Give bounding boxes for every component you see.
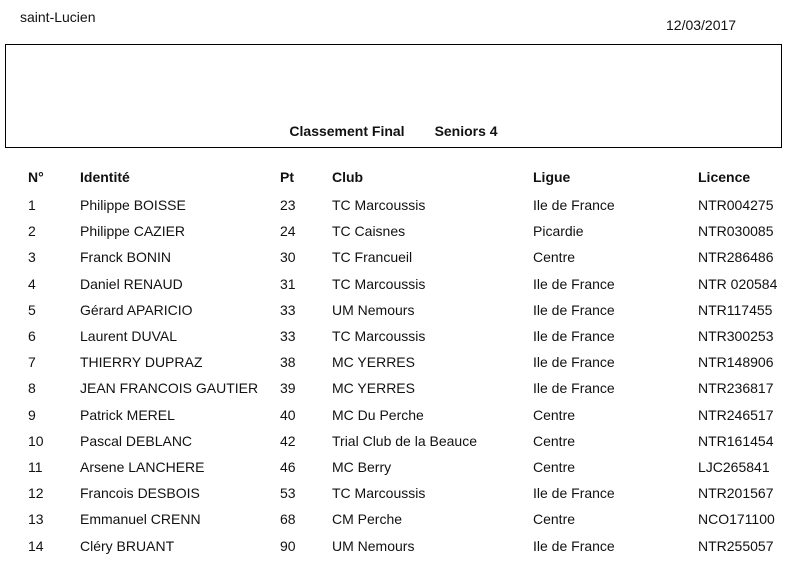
ligue-cell: Centre — [533, 432, 576, 449]
licence-cell: LJC265841 — [698, 458, 770, 475]
col-header-licence: Licence — [698, 169, 751, 185]
rank-cell: 5 — [28, 301, 36, 318]
title-category: Seniors 4 — [434, 123, 498, 139]
title-frame — [5, 44, 782, 148]
page-title — [6, 123, 781, 139]
event-location: saint-Lucien — [20, 9, 96, 25]
table-row — [0, 375, 800, 401]
ligue-cell: Centre — [533, 249, 576, 266]
licence-cell: NTR255057 — [698, 537, 774, 554]
licence-cell: NCO171100 — [698, 511, 775, 528]
rank-cell: 13 — [28, 511, 44, 528]
col-header-club: Club — [332, 169, 364, 185]
name-cell: Gérard APARICIO — [80, 301, 193, 318]
table-row — [0, 297, 800, 323]
col-header-num: N° — [28, 169, 44, 185]
licence-cell: NTR201567 — [698, 485, 774, 502]
table-row — [0, 506, 800, 532]
name-cell: Arsene LANCHERE — [80, 458, 205, 475]
points-cell: 23 — [280, 197, 296, 214]
licence-cell: NTR300253 — [698, 328, 774, 345]
table-row — [0, 428, 800, 454]
club-cell: Trial Club de la Beauce — [332, 432, 478, 449]
rank-cell: 1 — [28, 197, 36, 214]
table-body — [0, 192, 800, 559]
rank-cell: 3 — [28, 249, 36, 266]
licence-cell: NTR236817 — [698, 380, 774, 397]
points-cell: 90 — [280, 537, 296, 554]
rank-cell: 11 — [28, 458, 43, 475]
points-cell: 68 — [280, 511, 296, 528]
name-cell: Franck BONIN — [80, 249, 172, 266]
name-cell: Cléry BRUANT — [80, 537, 175, 554]
table-row — [0, 480, 800, 506]
licence-cell: NTR148906 — [698, 354, 774, 371]
club-cell: TC Marcoussis — [332, 485, 426, 502]
name-cell: Philippe BOISSE — [80, 197, 186, 214]
club-cell: TC Marcoussis — [332, 275, 426, 292]
ligue-cell: Ile de France — [533, 275, 615, 292]
table-row — [0, 532, 800, 558]
name-cell: Daniel RENAUD — [80, 275, 183, 292]
ligue-cell: Ile de France — [533, 354, 615, 371]
name-cell: Emmanuel CRENN — [80, 511, 201, 528]
table-row — [0, 349, 800, 375]
table-row — [0, 192, 800, 218]
points-cell: 24 — [280, 223, 296, 240]
table-row — [0, 218, 800, 244]
name-cell: Philippe CAZIER — [80, 223, 186, 240]
rank-cell: 14 — [28, 537, 44, 554]
licence-cell: NTR004275 — [698, 197, 774, 214]
rank-cell: 12 — [28, 485, 44, 502]
licence-cell: NTR117455 — [698, 301, 773, 318]
rank-cell: 4 — [28, 275, 36, 292]
points-cell: 33 — [280, 301, 296, 318]
col-header-ligue: Ligue — [533, 169, 571, 185]
licence-cell: NTR246517 — [698, 406, 774, 423]
ligue-cell: Centre — [533, 458, 576, 475]
points-cell: 33 — [280, 328, 296, 345]
licence-cell: NTR286486 — [698, 249, 774, 266]
points-cell: 31 — [280, 275, 296, 292]
name-cell: Patrick MEREL — [80, 406, 175, 423]
table-row — [0, 402, 800, 428]
rank-cell: 7 — [28, 354, 36, 371]
ligue-cell: Picardie — [533, 223, 584, 240]
table-header-row — [0, 162, 800, 192]
ligue-cell: Ile de France — [533, 485, 615, 502]
name-cell: Pascal DEBLANC — [80, 432, 193, 449]
club-cell: MC Du Perche — [332, 406, 424, 423]
rank-cell: 8 — [28, 380, 36, 397]
club-cell: TC Caisnes — [332, 223, 406, 240]
club-cell: UM Nemours — [332, 301, 415, 318]
name-cell: THIERRY DUPRAZ — [80, 354, 203, 371]
ligue-cell: Ile de France — [533, 537, 615, 554]
col-header-identite: Identité — [80, 169, 130, 185]
event-date: 12/03/2017 — [666, 17, 737, 33]
table-row — [0, 323, 800, 349]
club-cell: TC Francueil — [332, 249, 413, 266]
table-row — [0, 454, 800, 480]
ligue-cell: Ile de France — [533, 328, 615, 345]
name-cell: Francois DESBOIS — [80, 485, 200, 502]
table-row — [0, 244, 800, 270]
licence-cell: NTR161454 — [698, 432, 774, 449]
rank-cell: 2 — [28, 223, 36, 240]
title-main: Classement Final — [289, 123, 405, 139]
licence-cell: NTR030085 — [698, 223, 774, 240]
ranking-table — [0, 162, 800, 559]
rank-cell: 9 — [28, 406, 36, 423]
club-cell: MC YERRES — [332, 380, 415, 397]
points-cell: 39 — [280, 380, 296, 397]
ligue-cell: Centre — [533, 406, 576, 423]
club-cell: CM Perche — [332, 511, 403, 528]
points-cell: 30 — [280, 249, 296, 266]
club-cell: UM Nemours — [332, 537, 415, 554]
name-cell: JEAN FRANCOIS GAUTIER — [80, 380, 259, 397]
col-header-pt: Pt — [280, 169, 294, 185]
club-cell: MC Berry — [332, 458, 392, 475]
licence-cell: NTR 020584 — [698, 275, 778, 292]
club-cell: TC Marcoussis — [332, 328, 426, 345]
rank-cell: 10 — [28, 432, 44, 449]
ligue-cell: Centre — [533, 511, 576, 528]
points-cell: 46 — [280, 458, 296, 475]
table-row — [0, 271, 800, 297]
ligue-cell: Ile de France — [533, 197, 615, 214]
points-cell: 53 — [280, 485, 296, 502]
points-cell: 40 — [280, 406, 296, 423]
club-cell: TC Marcoussis — [332, 197, 426, 214]
points-cell: 38 — [280, 354, 296, 371]
rank-cell: 6 — [28, 328, 36, 345]
name-cell: Laurent DUVAL — [80, 328, 178, 345]
ligue-cell: Ile de France — [533, 380, 615, 397]
ligue-cell: Ile de France — [533, 301, 615, 318]
club-cell: MC YERRES — [332, 354, 415, 371]
points-cell: 42 — [280, 432, 296, 449]
